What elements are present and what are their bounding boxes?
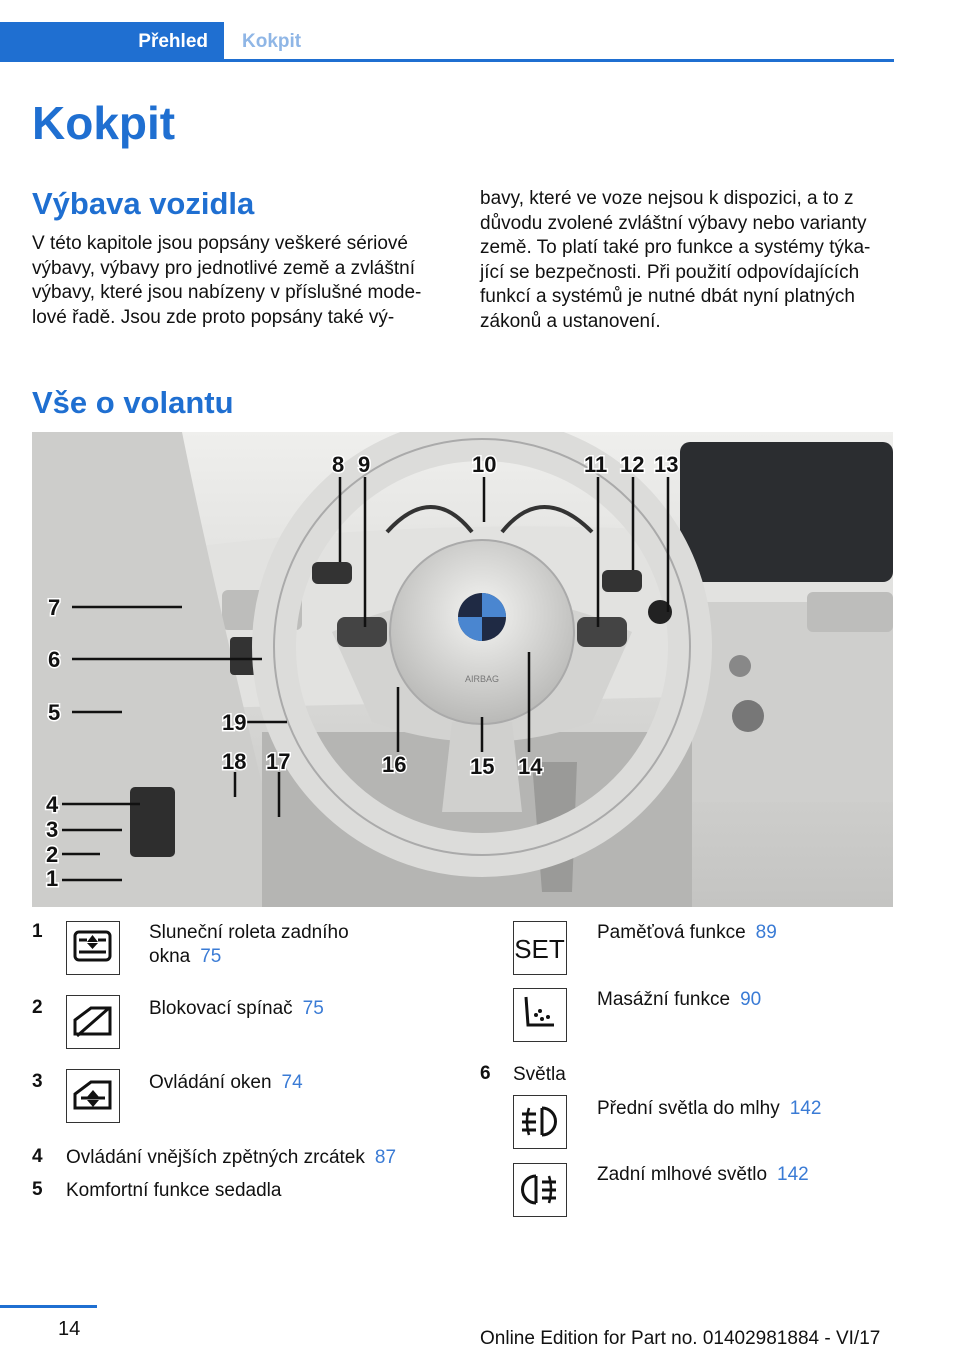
- callout-6: 6: [48, 647, 61, 672]
- set-memory-icon: [513, 921, 567, 975]
- legend-num: 3: [32, 1071, 43, 1092]
- text-line: funkcí a systémů je nutné dbát nyní platných: [480, 286, 855, 308]
- console-knob: [729, 655, 751, 677]
- legend-num: 1: [32, 921, 43, 942]
- callout-3: 3: [46, 817, 59, 842]
- console-knob: [732, 700, 764, 732]
- callout-2: 2: [46, 842, 59, 867]
- callout-12: 12: [620, 452, 645, 477]
- text-line: důvodu zvolené zvláštní výbavy nebo varianty: [480, 212, 867, 234]
- legend-item-rear-fog: [597, 1163, 897, 1187]
- callout-10: 10: [472, 452, 497, 477]
- tab-prehled[interactable]: Přehled: [0, 22, 224, 62]
- legend-item-6: [513, 1063, 813, 1087]
- right-air-vent: [807, 592, 893, 632]
- legend-num: 4: [32, 1146, 43, 1167]
- page-link[interactable]: 75: [200, 946, 222, 967]
- intro-text-left: [32, 232, 452, 330]
- left-steering-controls: [337, 617, 387, 647]
- callout-4: 4: [46, 792, 59, 817]
- page-link[interactable]: 142: [777, 1164, 809, 1185]
- callout-11: 11: [584, 452, 608, 477]
- intro-text-right: [480, 187, 895, 335]
- page-link[interactable]: 89: [755, 922, 777, 943]
- text-line: V této kapitole jsou popsány veškeré sériové: [32, 233, 408, 254]
- legend-item-memory: [597, 921, 897, 945]
- legend-item-4: [66, 1146, 476, 1170]
- text-line: zákonů a ustanovení.: [480, 310, 661, 332]
- callout-16: 16: [382, 752, 407, 777]
- page-link[interactable]: 90: [740, 989, 762, 1010]
- legend-item-1: [149, 921, 469, 969]
- legend-text: Ovládání vnějších zpětných zrcátek: [66, 1147, 365, 1168]
- legend-text: okna: [149, 946, 191, 967]
- legend-item-front-fog: [597, 1097, 897, 1121]
- text-line: jící se bezpečnosti. Při použití odpovídajících: [480, 261, 860, 283]
- callout-17: 17: [266, 749, 291, 774]
- callout-14: 14: [518, 754, 543, 779]
- header-tabs: [0, 22, 894, 62]
- legend-text: Paměťová funkce: [597, 922, 746, 943]
- text-line: výbavy, které jsou nabízeny v příslušné mode-: [32, 282, 422, 304]
- callout-19: 19: [222, 710, 247, 735]
- legend-text: Komfortní funkce sedadla: [66, 1180, 282, 1201]
- text-line: země. To platí také pro funkce a systémy týka-: [480, 237, 871, 259]
- tab-kokpit[interactable]: Kokpit: [242, 31, 302, 52]
- legend-item-massage: [597, 988, 897, 1012]
- window-switch-panel: [130, 787, 175, 857]
- cockpit-photo: [32, 432, 893, 907]
- front-fog-light-icon: [513, 1095, 567, 1149]
- legend-text: Sluneční roleta zadního: [149, 922, 349, 943]
- callout-13: 13: [654, 452, 679, 477]
- section-heading-volant: Vše o volantu: [32, 385, 234, 420]
- central-display: [680, 442, 893, 582]
- window-lock-icon: [66, 995, 120, 1049]
- callout-15: 15: [470, 754, 495, 779]
- legend-num: 6: [480, 1063, 491, 1084]
- page-link[interactable]: 74: [281, 1072, 303, 1093]
- legend-text: Přední světla do mlhy: [597, 1098, 780, 1119]
- text-line: lové řadě. Jsou zde proto popsány také vý-: [32, 306, 395, 328]
- legend-text: Blokovací spínač: [149, 998, 293, 1019]
- left-stalk: [312, 562, 352, 584]
- legend-item-5: [66, 1179, 476, 1203]
- legend-text: Světla: [513, 1064, 566, 1085]
- callout-18: 18: [222, 749, 247, 774]
- legend-item-2: [149, 997, 469, 1021]
- callout-8: 8: [332, 452, 345, 477]
- rear-sunblind-icon: [66, 921, 120, 975]
- page-title: Kokpit: [32, 97, 176, 149]
- airbag-label: AIRBAG: [464, 674, 500, 684]
- legend-num: 2: [32, 997, 43, 1018]
- rear-fog-light-icon: [513, 1163, 567, 1217]
- right-stalk: [602, 570, 642, 592]
- text-line: výbavy, výbavy pro jednotlivé země a zvláštní: [32, 257, 415, 279]
- massage-seat-icon: [513, 988, 567, 1042]
- set-icon-text: SET: [514, 934, 565, 964]
- callout-5: 5: [48, 700, 61, 725]
- page-link[interactable]: 142: [789, 1098, 822, 1119]
- text-line: bavy, které ve voze nejsou k dispozici, a to z: [480, 188, 854, 209]
- callout-1: 1: [46, 866, 59, 891]
- callout-9: 9: [358, 452, 371, 477]
- edition-note: Online Edition for Part no. 01402981884 - VI/17: [480, 1328, 881, 1349]
- legend-text: Ovládání oken: [149, 1072, 272, 1093]
- right-steering-controls: [577, 617, 627, 647]
- section-heading-vybava: Výbava vozidla: [32, 186, 255, 221]
- legend-item-3: [149, 1071, 469, 1095]
- callout-7: 7: [48, 595, 61, 620]
- page-link[interactable]: 87: [374, 1147, 397, 1168]
- legend-text: Masážní funkce: [597, 989, 731, 1010]
- page-link[interactable]: 75: [302, 998, 324, 1019]
- legend-text: Zadní mlhové světlo: [597, 1164, 768, 1185]
- footer-rule: [0, 1305, 97, 1308]
- legend-num: 5: [32, 1179, 43, 1200]
- cockpit-illustration: [32, 432, 893, 907]
- page-number: 14: [58, 1318, 81, 1340]
- window-control-icon: [66, 1069, 120, 1123]
